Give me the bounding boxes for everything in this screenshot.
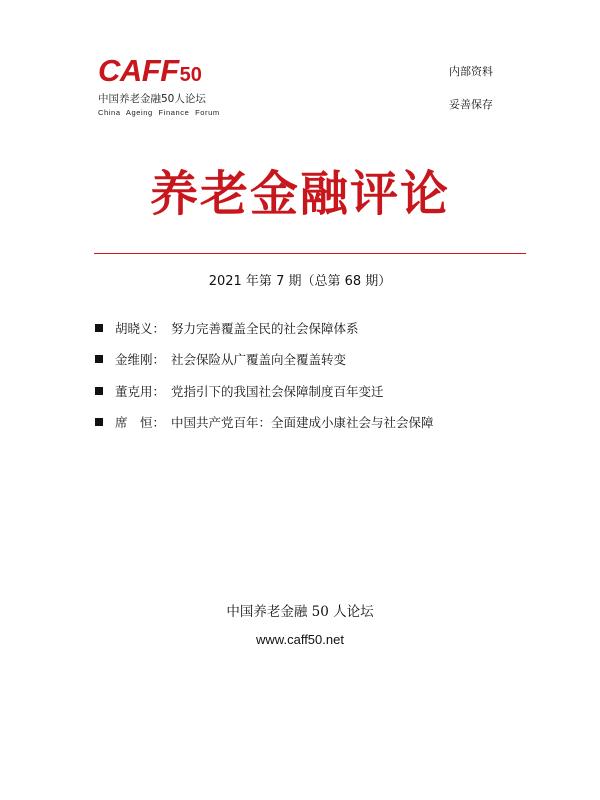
square-bullet-icon xyxy=(95,418,103,426)
toc-author: 董克用： xyxy=(115,383,166,399)
square-bullet-icon xyxy=(95,355,103,363)
toc-item xyxy=(95,415,434,430)
toc-item xyxy=(95,352,434,367)
logo-chinese-name: 中国养老金融50人论坛 xyxy=(98,93,206,105)
footer-organization: 中国养老金融 50 人论坛 xyxy=(226,604,374,620)
publication-title: 养老金融评论 xyxy=(149,166,450,222)
title-divider xyxy=(94,253,526,254)
logo-english-name: China Ageing Finance Forum xyxy=(98,108,220,117)
square-bullet-icon xyxy=(95,387,103,395)
footer-website-link[interactable]: www.caff50.net xyxy=(256,632,344,647)
internal-material-label: 内部资料 xyxy=(449,65,493,78)
keep-safe-label: 妥善保存 xyxy=(449,98,493,111)
toc-title: 党指引下的我国社会保障制度百年变迁 xyxy=(171,383,384,399)
confidentiality-notice xyxy=(449,66,493,132)
logo-mark-number: 50 xyxy=(179,64,202,86)
toc-item xyxy=(95,383,434,398)
issue-number: 2021 年第 7 期（总第 68 期） xyxy=(208,274,392,289)
toc-author: 胡晓义： xyxy=(115,320,166,336)
logo-mark-text: CAFF xyxy=(98,53,179,88)
toc-author: 席 恒： xyxy=(115,415,166,430)
toc-item xyxy=(95,320,434,335)
toc-title: 中国共产党百年：全面建成小康社会与社会保障 xyxy=(171,415,434,430)
caff50-logo xyxy=(98,55,258,117)
toc-title: 社会保险从广覆盖向全覆盖转变 xyxy=(171,352,347,367)
toc-title: 努力完善覆盖全民的社会保障体系 xyxy=(171,320,359,336)
toc-author: 金维刚： xyxy=(115,352,166,367)
square-bullet-icon xyxy=(95,324,103,332)
table-of-contents xyxy=(95,320,434,446)
logo-mark xyxy=(98,55,258,86)
